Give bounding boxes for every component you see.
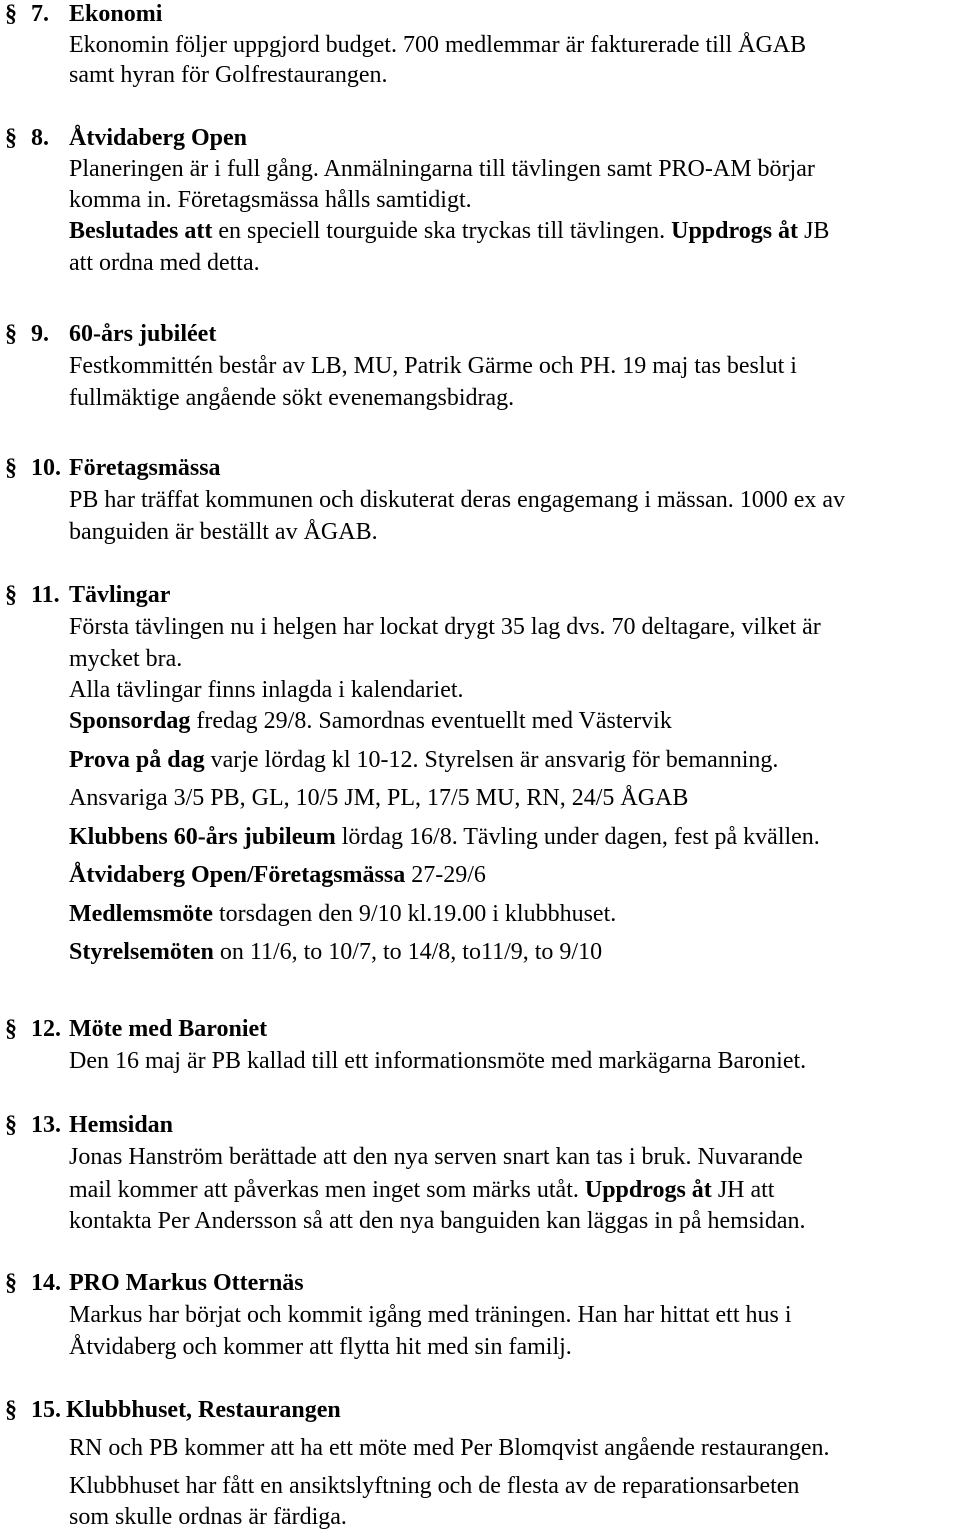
text-span: torsdagen den 9/10 kl.19.00 i klubbhuset.	[212, 901, 617, 927]
bold-phrase: Medlemsmöte	[69, 901, 213, 927]
paragraph-line: Ansvariga 3/5 PB, GL, 10/5 JM, PL, 17/5 MU, RN, 24/5 ÅGAB	[69, 785, 689, 811]
text-span: 27-29/6	[405, 862, 486, 888]
section-9-heading	[5, 322, 49, 346]
paragraph-line	[69, 219, 829, 243]
paragraph-line: fullmäktige angående sökt evenemangsbidrag.	[69, 385, 515, 411]
section-sign: §	[5, 1270, 17, 1296]
section-8-title: Åtvidaberg Open	[69, 125, 248, 151]
bold-phrase: Klubbens 60-års jubileum	[69, 824, 336, 850]
paragraph-line: Den 16 maj är PB kallad till ett informationsmöte med markägarna Baroniet.	[69, 1048, 807, 1074]
section-number: 15.	[31, 1397, 61, 1423]
section-number: 13.	[31, 1112, 61, 1138]
section-7-heading	[5, 2, 49, 26]
section-11-title: Tävlingar	[69, 582, 171, 608]
section-number: 14.	[31, 1270, 61, 1296]
section-10-heading	[5, 456, 61, 480]
section-number: 11.	[31, 582, 60, 608]
section-10-title: Företagsmässa	[69, 455, 221, 481]
text-span: on 11/6, to 10/7, to 14/8, to11/9, to 9/10	[213, 939, 603, 965]
section-sign: §	[5, 321, 17, 347]
paragraph-line: Festkommittén består av LB, MU, Patrik Gärme och PH. 19 maj tas beslut i	[69, 353, 797, 379]
section-15-heading	[5, 1398, 61, 1422]
paragraph-line	[69, 863, 486, 887]
bold-phrase: Styrelsemöten	[69, 939, 214, 965]
section-14-heading	[5, 1271, 61, 1295]
section-sign: §	[5, 455, 17, 481]
section-sign: §	[5, 582, 17, 608]
section-number: 12.	[31, 1016, 61, 1042]
paragraph-line: Planeringen är i full gång. Anmälningarna till tävlingen samt PRO-AM börjar	[69, 156, 815, 182]
paragraph-line: komma in. Företagsmässa hålls samtidigt.	[69, 187, 472, 213]
paragraph-line: PB har träffat kommunen och diskuterat deras engagemang i mässan. 1000 ex av	[69, 487, 846, 513]
paragraph-line: som skulle ordnas är färdiga.	[69, 1504, 347, 1530]
section-12-heading	[5, 1017, 61, 1041]
section-8-heading	[5, 126, 49, 150]
section-12-title: Möte med Baroniet	[69, 1016, 268, 1042]
paragraph-line	[69, 1178, 774, 1202]
bold-phrase: Uppdrogs åt	[584, 1177, 712, 1203]
section-number: 9.	[31, 321, 49, 347]
text-span: fredag 29/8. Samordnas eventuellt med Västervik	[190, 708, 672, 734]
paragraph-line: Första tävlingen nu i helgen har lockat drygt 35 lag dvs. 70 deltagare, vilket är	[69, 614, 821, 640]
section-15-title: Klubbhuset, Restaurangen	[66, 1397, 341, 1423]
text-span: JB	[798, 218, 830, 244]
section-number: 10.	[31, 455, 61, 481]
text-span: varje lördag kl 10-12. Styrelsen är ansvarig för bemanning.	[204, 747, 779, 773]
bold-phrase: Prova på dag	[69, 747, 205, 773]
paragraph-line: banguiden är beställt av ÅGAB.	[69, 519, 378, 545]
paragraph-line	[69, 748, 778, 772]
bold-phrase: Åtvidaberg Open/Företagsmässa	[69, 862, 406, 888]
paragraph-line: Åtvidaberg och kommer att flytta hit med sin familj.	[69, 1334, 572, 1360]
paragraph-line: mycket bra.	[69, 646, 183, 672]
section-13-title: Hemsidan	[69, 1112, 174, 1138]
section-sign: §	[5, 1397, 17, 1423]
bold-phrase: Sponsordag	[69, 708, 191, 734]
paragraph-line: att ordna med detta.	[69, 250, 260, 276]
text-span: JH att	[711, 1177, 775, 1203]
paragraph-line: Klubbhuset har fått en ansiktslyftning och de flesta av de reparationsarbeten	[69, 1473, 800, 1499]
section-sign: §	[5, 1016, 17, 1042]
paragraph-line	[69, 940, 602, 964]
section-number: 7.	[31, 1, 49, 27]
paragraph-line: Ekonomin följer uppgjord budget. 700 medlemmar är fakturerade till ÅGAB	[69, 32, 807, 58]
paragraph-line: Markus har börjat och kommit igång med träningen. Han har hittat ett hus i	[69, 1302, 792, 1328]
paragraph-line: kontakta Per Andersson så att den nya banguiden kan läggas in på hemsidan.	[69, 1208, 806, 1234]
text-span: en speciell tourguide ska tryckas till tävlingen.	[212, 218, 672, 244]
paragraph-line	[69, 709, 672, 733]
section-sign: §	[5, 1112, 17, 1138]
paragraph-line	[69, 902, 616, 926]
section-9-title: 60-års jubiléet	[69, 321, 217, 347]
text-span: lördag 16/8. Tävling under dagen, fest på kvällen.	[335, 824, 820, 850]
section-13-heading	[5, 1113, 61, 1137]
paragraph-line	[69, 825, 820, 849]
bold-phrase: Beslutades att	[69, 218, 213, 244]
section-sign: §	[5, 1, 17, 27]
bold-phrase: Uppdrogs åt	[671, 218, 799, 244]
paragraph-line: Jonas Hanström berättade att den nya serven snart kan tas i bruk. Nuvarande	[69, 1144, 803, 1170]
section-7-title: Ekonomi	[69, 1, 163, 27]
text-span: mail kommer att påverkas men inget som märks utåt.	[69, 1177, 585, 1203]
section-14-title: PRO Markus Otternäs	[69, 1270, 304, 1296]
paragraph-line: samt hyran för Golfrestaurangen.	[69, 62, 388, 88]
paragraph-line: RN och PB kommer att ha ett möte med Per Blomqvist angående restaurangen.	[69, 1435, 830, 1461]
paragraph-line: Alla tävlingar finns inlagda i kalendariet.	[69, 677, 464, 703]
section-11-heading	[5, 583, 60, 607]
section-number: 8.	[31, 125, 49, 151]
section-sign: §	[5, 125, 17, 151]
